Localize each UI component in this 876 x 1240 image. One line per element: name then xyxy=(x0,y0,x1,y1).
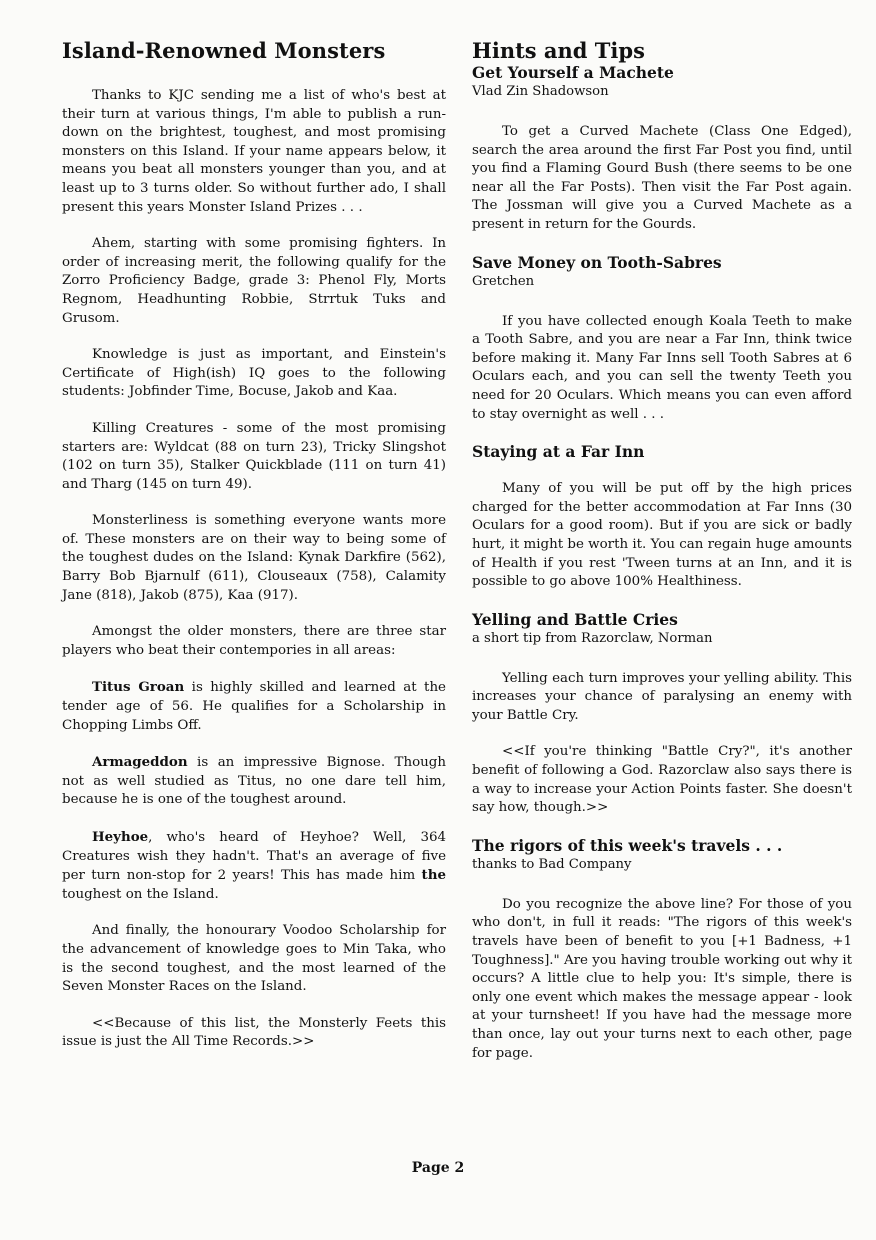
paragraph-text: is an impressive Bignose. Though not as well studied as Titus, no one dare tell him, because he is one of the toughest around. xyxy=(62,755,446,808)
bold-name: Armageddon xyxy=(92,754,188,771)
tip-section xyxy=(472,253,852,425)
hints-title: Hints and Tips xyxy=(472,38,645,63)
tip-heading: Yelling and Battle Cries xyxy=(472,609,678,629)
tip-byline: Vlad Zin Shadowson xyxy=(472,84,609,99)
tip-paragraph: To get a Curved Machete (Class One Edged), search the area around the first Far Post you find, until you find a Flaming Gourd Bush (there seems to be one near all the Far Posts). Then visit the Far Post again. The Jossman will give you a Curved Machete as a present in return for the Gourds. xyxy=(472,124,852,232)
left-article-body xyxy=(62,87,446,1052)
tip-heading: Get Yourself a Machete xyxy=(472,63,674,82)
tip-paragraph: <<If you're thinking "Battle Cry?", it's another benefit of following a God. Razorclaw also says there is a way to increase your Action Points faster. She doesn't say how, though.>> xyxy=(472,744,852,816)
paragraph-text: toughest on the Island. xyxy=(62,886,219,902)
tip-paragraph: Do you recognize the above line? For those of you who don't, in full it reads: "The rigors of this week's travels have been of benefit to you [+1 Badness, +1 Toughness]." Are you having trouble working out why it occurs? A little clue to help you: It's simple, there is only one event which makes the message appear - look at your turnsheet! If you have had the message more than once, lay out your turns next to each other, page for page. xyxy=(472,896,852,1061)
article-paragraph xyxy=(62,512,446,605)
tip-byline: Gretchen xyxy=(472,273,535,289)
page-number: Page 2 xyxy=(411,1160,465,1176)
tip-section xyxy=(472,442,852,592)
tip-paragraph: Yelling each turn improves your yelling ability. This increases your chance of paralysing an enemy with your Battle Cry. xyxy=(472,670,852,723)
paragraph-text: is highly skilled and learned at the tender age of 56. He qualifies for a Scholarship in Chopping Limbs Off. xyxy=(62,680,446,733)
tip-paragraph: If you have collected enough Koala Teeth to make a Tooth Sabre, and you are near a Far Inn, think twice before making it. Many Far Inns sell Tooth Sabres at 6 Oculars each, and you can sell the twenty Teeth you need for 20 Oculars. Which means you can even afford to stay overnight as well . . . xyxy=(472,313,852,422)
article-paragraph xyxy=(62,828,446,904)
paragraph-text: Ahem, starting with some promising fighters. In order of increasing merit, the following qualify for the Zorro Proficiency Badge, grade 3: Phenol Fly, Morts Regnom, Headhunting Robbie, Strrtuk Tuks and Grusom. xyxy=(62,236,446,326)
bold-name: Titus Groan xyxy=(92,679,185,696)
article-paragraph xyxy=(62,420,446,494)
article-paragraph xyxy=(62,922,446,996)
article-paragraph xyxy=(62,235,446,328)
tip-section xyxy=(472,836,852,1063)
tip-heading: Save Money on Tooth-Sabres xyxy=(472,252,722,272)
paragraph-text: , who's heard of Heyhoe? Well, 364 Creatures wish they hadn't. That's an average of five per turn non-stop for 2 years! This has made him xyxy=(62,830,446,884)
tip-heading: The rigors of this week's travels . . . xyxy=(472,835,783,855)
bold-name: Heyhoe xyxy=(92,829,149,845)
article-paragraph xyxy=(62,87,446,217)
paragraph-text: Amongst the older monsters, there are three star players who beat their contempories in all areas: xyxy=(62,624,446,658)
tip-paragraph: Many of you will be put off by the high prices charged for the better accommodation at Far Inns (30 Oculars for a good room). But if you are sick or badly hurt, it might be worth it. You can regain huge amounts of Health if you rest 'Tween turns at an Inn, and it is possible to go above 100% Healthiness. xyxy=(472,481,852,590)
left-column xyxy=(62,36,446,1070)
paragraph-text: Killing Creatures - some of the most promising starters are: Wyldcat (88 on turn 23), Tricky Slingshot (102 on turn 35), Stalker Quickblade (111 on turn 41) and Tharg (145 on turn 49). xyxy=(62,420,446,492)
hints-body xyxy=(472,63,852,1063)
paragraph-text: And finally, the honourary Voodoo Scholarship for the advancement of knowledge goes to Min Taka, who is the second toughest, and the most learned of the Seven Monster Races on the Island. xyxy=(62,923,446,995)
paragraph-text: Knowledge is just as important, and Einstein's Certificate of High(ish) IQ goes to the following students: Jobfinder Time, Bocuse, Jakob and Kaa. xyxy=(62,347,446,400)
right-column xyxy=(472,36,852,1081)
tip-section xyxy=(472,610,852,818)
paragraph-text: <<Because of this list, the Monsterly Feets this issue is just the All Time Records.>> xyxy=(62,1015,446,1050)
paragraph-text: Monsterliness is something everyone wants more of. These monsters are on their way to being some of the toughest dudes on the Island: Kynak Darkfire (562), Barry Bob Bjarnulf (611), Clouseaux (758), Calamity Jane (818), Jakob (875), Kaa (917). xyxy=(62,513,446,603)
article-title: Island-Renowned Monsters xyxy=(62,38,386,63)
article-paragraph xyxy=(62,1015,446,1052)
tip-heading: Staying at a Far Inn xyxy=(472,442,645,462)
article-paragraph xyxy=(62,753,446,810)
article-paragraph xyxy=(62,346,446,402)
tip-byline: a short tip from Razorclaw, Norman xyxy=(472,630,713,646)
paragraph-text: Thanks to KJC sending me a list of who's best at their turn at various things, I'm able to publish a run-down on the brightest, toughest, and most promising monsters on this Island. If your name appears below, it means you beat all monsters younger than you, and at least up to 3 turns older. So without further ado, I shall present this years Monster Island Prizes . . . xyxy=(62,88,446,215)
tip-section xyxy=(472,63,852,235)
article-paragraph xyxy=(62,623,446,660)
bold-name: the xyxy=(421,867,446,884)
article-paragraph xyxy=(62,678,446,735)
tip-byline: thanks to Bad Company xyxy=(472,856,632,872)
